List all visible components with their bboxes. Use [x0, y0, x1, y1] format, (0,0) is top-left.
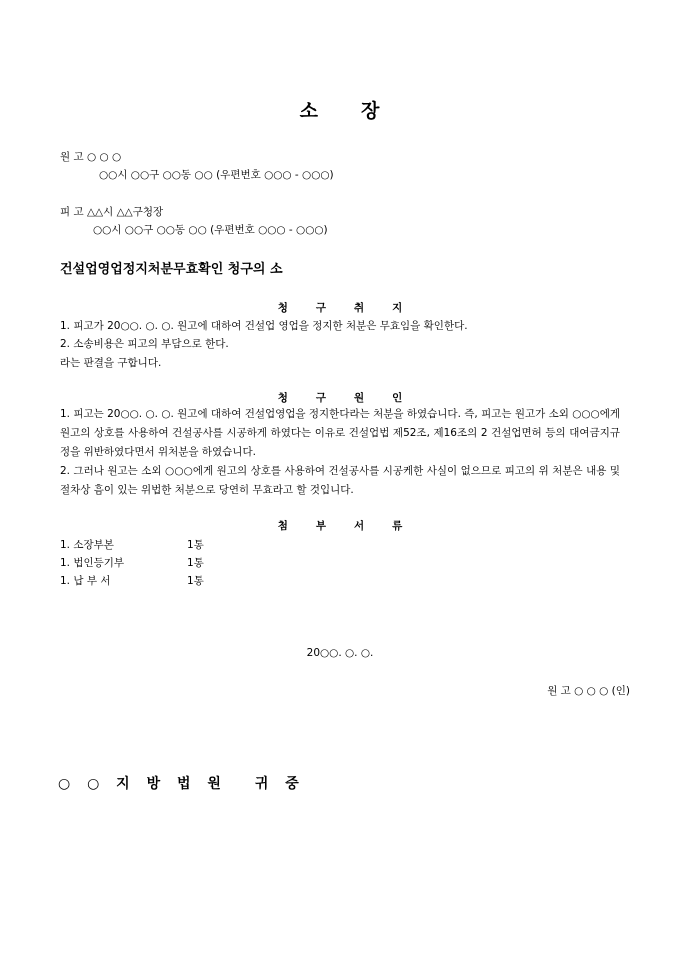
- document-title: [0, 96, 680, 123]
- plaintiff-signature: 원 고 ○ ○ ○ (인): [547, 685, 630, 697]
- heading-char: 구: [315, 302, 326, 314]
- attachment-count: 1통: [187, 557, 204, 569]
- title-char-2: 장: [361, 100, 381, 122]
- heading-char: 구: [315, 392, 326, 404]
- claim-purpose-line-3: 라는 판결을 구합니다.: [60, 357, 162, 369]
- title-char-1: 소: [299, 100, 319, 122]
- attachment-name: 1. 법인등기부: [60, 557, 125, 569]
- defendant-address: ○○시 ○○구 ○○동 ○○ (우편번호 ○○○ - ○○○): [93, 224, 328, 236]
- attachment-name: 1. 납 부 서: [60, 575, 111, 587]
- attachment-name: 1. 소장부본: [60, 539, 114, 551]
- claim-purpose-heading: [0, 300, 680, 315]
- court-suffix: 귀 중: [254, 776, 305, 792]
- heading-char: 첨: [277, 520, 288, 532]
- claim-cause-paragraph-1: 1. 피고는 20○○. ○. ○. 원고에 대하여 건설업영업을 정지한다라는 처분을 하였습니다. 즉, 피고는 원고가 소외 ○○○에게 원고의 상호를 사용하여 건설공사를 시공하게 하였다는 이유로 건설업법 제52조, 제16조의 2 건설업면허 등의 대여금지규정을 위반하였다면서 위처분을 하였습니다.: [60, 408, 620, 458]
- case-title: 건설업영업정지처분무효확인 청구의 소: [60, 262, 283, 277]
- claim-cause-heading: [0, 390, 680, 405]
- heading-char: 부: [315, 520, 326, 532]
- attachment-count: 1통: [187, 539, 204, 551]
- document-date: 20○○. ○. ○.: [306, 647, 374, 659]
- heading-char: 청: [277, 302, 288, 314]
- attachments-heading: [0, 518, 680, 533]
- defendant-label: 피 고 △△시 △△구청장: [60, 206, 164, 218]
- heading-char: 류: [392, 520, 403, 532]
- heading-char: 인: [392, 392, 403, 404]
- plaintiff-address: ○○시 ○○구 ○○동 ○○ (우편번호 ○○○ - ○○○): [99, 169, 334, 181]
- court-addressee: [58, 773, 305, 793]
- heading-char: 지: [392, 302, 403, 314]
- heading-char: 서: [354, 520, 365, 532]
- heading-char: 원: [354, 392, 365, 404]
- claim-purpose-line-2: 2. 소송비용은 피고의 부담으로 한다.: [60, 338, 229, 350]
- court-name: ○ ○ 지 방 법 원: [58, 776, 227, 792]
- heading-char: 청: [277, 392, 288, 404]
- attachment-count: 1통: [187, 575, 204, 587]
- claim-purpose-line-1: 1. 피고가 20○○. ○. ○. 원고에 대하여 건설업 영업을 정지한 처분은 무효임을 확인한다.: [60, 320, 468, 332]
- claim-cause-paragraph-2: 2. 그러나 원고는 소외 ○○○에게 원고의 상호를 사용하여 건설공사를 시공케한 사실이 없으므로 피고의 위 처분은 내용 및 절차상 흠이 있는 위법한 처분으로 당연히 무효라고 할 것입니다.: [60, 465, 620, 496]
- plaintiff-label: 원 고 ○ ○ ○: [60, 151, 122, 163]
- heading-char: 취: [354, 302, 365, 314]
